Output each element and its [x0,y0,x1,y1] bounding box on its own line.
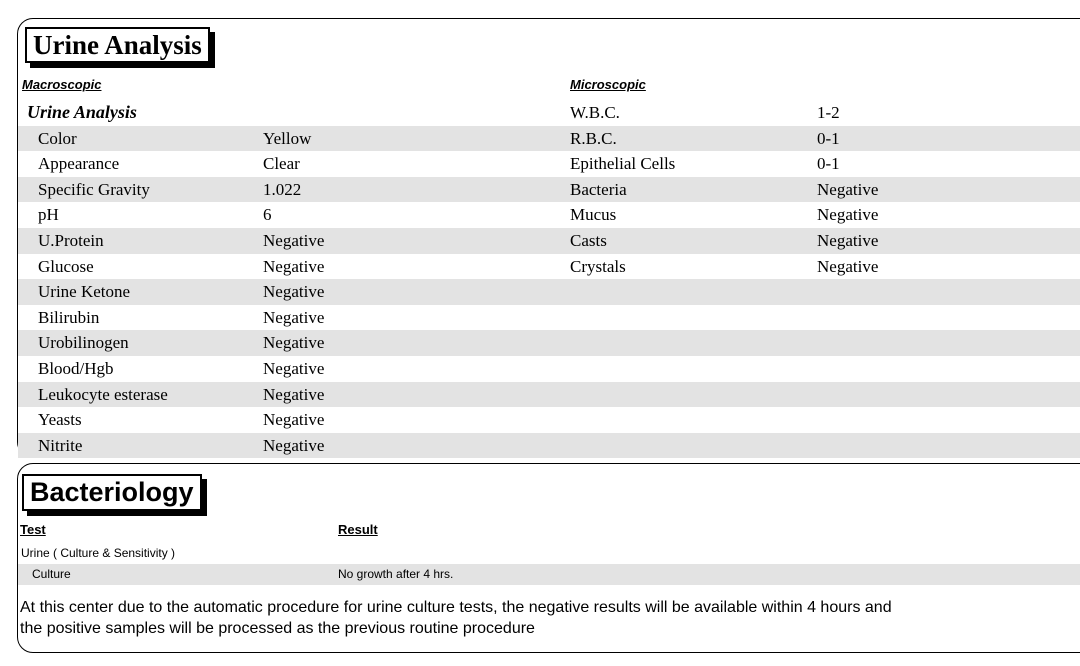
macro-test-result: Yellow [263,128,312,148]
table-row [18,100,1080,126]
table-row [18,177,1080,203]
bacteriology-title: Bacteriology [22,474,202,511]
table-row [18,330,1080,356]
table-row [18,254,1080,280]
macro-test-name: Blood/Hgb [38,358,114,378]
micro-test-name: Mucus [570,205,617,225]
bacteriology-test-name: Culture [32,567,71,581]
micro-test-name: W.B.C. [570,103,620,122]
table-row [18,407,1080,433]
table-row [18,543,1080,564]
micro-test-result: Negative [817,256,879,276]
macro-test-name: Urobilinogen [38,333,129,353]
macro-test-result: Negative [263,282,325,302]
macro-test-name: Specific Gravity [38,179,150,199]
micro-test-name: Bacteria [570,179,627,199]
table-row [18,151,1080,177]
bacteriology-note [20,597,1060,639]
macro-test-result: Clear [263,154,300,174]
macro-test-result: Negative [263,410,325,430]
macro-test-name: Urine Ketone [38,282,131,302]
bacteriology-panel [17,463,1080,653]
urine-analysis-title: Urine Analysis [25,27,210,63]
bacteriology-test-result: No growth after 4 hrs. [338,567,454,581]
note-line: the positive samples will be processed as the previous routine procedure [20,620,535,637]
test-column-header: Test [20,522,46,537]
micro-test-result: Negative [817,205,879,225]
table-row [18,433,1080,459]
macro-test-name: Glucose [38,256,94,276]
macro-test-result: Negative [263,384,325,404]
macro-test-name: Appearance [38,154,120,174]
micro-test-name: Epithelial Cells [570,154,676,174]
bacteriology-group-label: Urine ( Culture & Sensitivity ) [21,546,176,560]
note-line: At this center due to the automatic procedure for urine culture tests, the negative results will be available within 4 hours and [20,599,892,616]
result-column-header: Result [338,522,378,537]
macro-test-result: Negative [263,256,325,276]
urine-section-label: Urine Analysis [27,102,137,122]
urine-analysis-panel [17,18,1080,458]
table-row [18,228,1080,254]
macro-test-name: U.Protein [38,230,104,250]
microscopic-heading: Microscopic [570,77,646,92]
urine-results-table [18,100,1080,458]
macro-test-result: Negative [263,435,325,455]
macroscopic-heading: Macroscopic [22,77,102,92]
micro-test-result: Negative [817,179,879,199]
bacteriology-table [18,543,1080,585]
table-row [18,382,1080,408]
macro-test-name: Nitrite [38,435,83,455]
macro-test-result: Negative [263,307,325,327]
table-row [18,564,1080,585]
macro-test-name: Yeasts [38,410,82,430]
macro-test-name: pH [38,205,59,225]
table-row [18,305,1080,331]
macro-test-name: Color [38,128,77,148]
macro-test-result: 6 [263,205,272,225]
table-row [18,202,1080,228]
micro-test-name: Crystals [570,256,626,276]
table-row [18,126,1080,152]
macro-test-result: Negative [263,230,325,250]
macro-test-result: 1.022 [263,179,302,199]
micro-test-result: 0-1 [817,128,840,148]
macro-test-name: Leukocyte esterase [38,384,168,404]
macro-test-result: Negative [263,358,325,378]
table-row [18,279,1080,305]
table-row [18,356,1080,382]
macro-test-name: Bilirubin [38,307,100,327]
micro-test-result: 0-1 [817,154,840,174]
macro-test-result: Negative [263,333,325,353]
micro-test-result: Negative [817,230,879,250]
micro-test-name: Casts [570,230,607,250]
micro-test-result: 1-2 [817,103,840,122]
micro-test-name: R.B.C. [570,128,617,148]
